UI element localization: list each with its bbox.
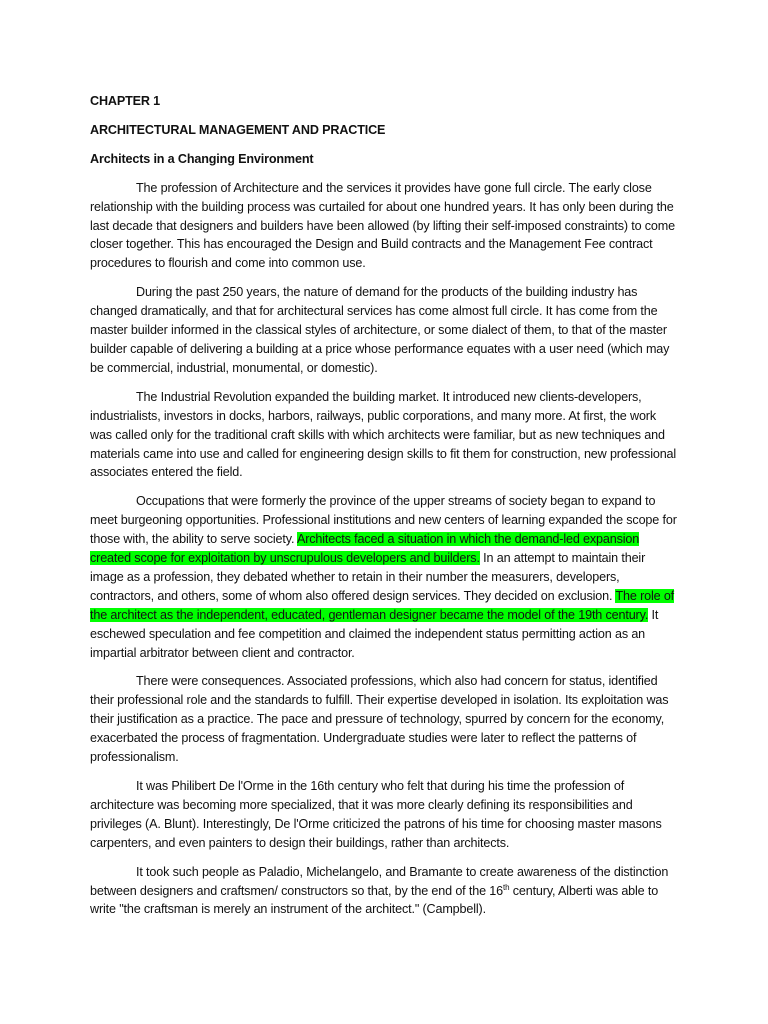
paragraph-5: There were consequences. Associated professions, which also had concern for status, identified their professional role and the standards to fulfill. Their expertise developed in isolation. Its exploitation was their justification as a practice. The pace and pressure of technology, spurred by concern for the economy, exacerbated the process of fragmentation. Undergraduate studies were later to reflect the patterns of professionalism. [90,674,669,765]
section-heading: Architects in a Changing Environment [90,151,314,166]
chapter-title: ARCHITECTURAL MANAGEMENT AND PRACTICE [90,122,386,137]
highlighted-text-1: Architects faced a situation in which the demand-led expansion created scope for exploitation by unscrupulous developers and builders. [90,532,640,566]
paragraph-4 [90,492,680,662]
paragraph-7-text-1: It took such people as Paladio, Michelangelo, and Bramante to create awareness of the distinction between designers and craftsmen/ constructors so that, by the end of the 16 [90,864,669,898]
paragraph-2: During the past 250 years, the nature of demand for the products of the building industry has changed dramatically, and that for architectural services has come almost full circle. It has come from the master builder informed in the classical styles of architecture, or some dialect of them, to that of the master builder capable of delivering a building at a price whose performance equates with a user need (which may be commercial, industrial, monumental, or domestic). [90,285,670,375]
paragraph-4-text-1: Occupations that were formerly the province of the upper streams of society began to expand to meet burgeoning opportunities. Professional institutions and new centers of learning expanded the scope for those with, the ability to serve society. [90,494,677,547]
paragraph-7 [90,863,680,920]
highlighted-text-2: The role of the architect as the independent, educated, gentleman designer became the model of the 19th century. [90,588,675,622]
chapter-label: CHAPTER 1 [90,94,161,108]
paragraph-7-text-2: century, Alberti was able to write "the craftsman is merely an instrument of the architect." (Campbell). [90,883,659,917]
paragraph-6: It was Philibert De l'Orme in the 16th century who felt that during his time the profession of architecture was becoming more specialized, that it was more clearly defining its responsibilities and privileges (A. Blunt). Interestingly, De l'Orme criticized the patrons of his time for choosing master masons carpenters, and even painters to design their buildings, rather than architects. [90,779,662,850]
paragraph-4-text-3: It eschewed speculation and fee competition and claimed the independent status permitting action as an impartial arbitrator between client and contractor. [90,607,659,660]
document-body [90,92,680,929]
paragraph-3: The Industrial Revolution expanded the building market. It introduced new clients-developers, industrialists, investors in docks, harbors, railways, public corporations, and many more. At first, the work was called only for the traditional craft skills with which architects were familiar, but as new techniques and materials came into use and called for engineering design skills to fit them for construction, new professional associates entered the field. [90,389,677,480]
paragraph-4-text-2: In an attempt to maintain their image as a profession, they debated whether to retain in their number the measurers, developers, contractors, and others, some of whom also offered design services. They decided on exclusion. [90,551,646,603]
paragraph-1: The profession of Architecture and the services it provides have gone full circle. The early close relationship with the building process was curtailed for about one hundred years. It has only been during the last decade that designers and builders have been allowed (by lifting their self-imposed constraints) to come closer together. This has encouraged the Design and Build contracts and the Management Fee contract procedures to flourish and come into common use. [90,180,675,271]
ordinal-superscript: th [503,882,510,892]
